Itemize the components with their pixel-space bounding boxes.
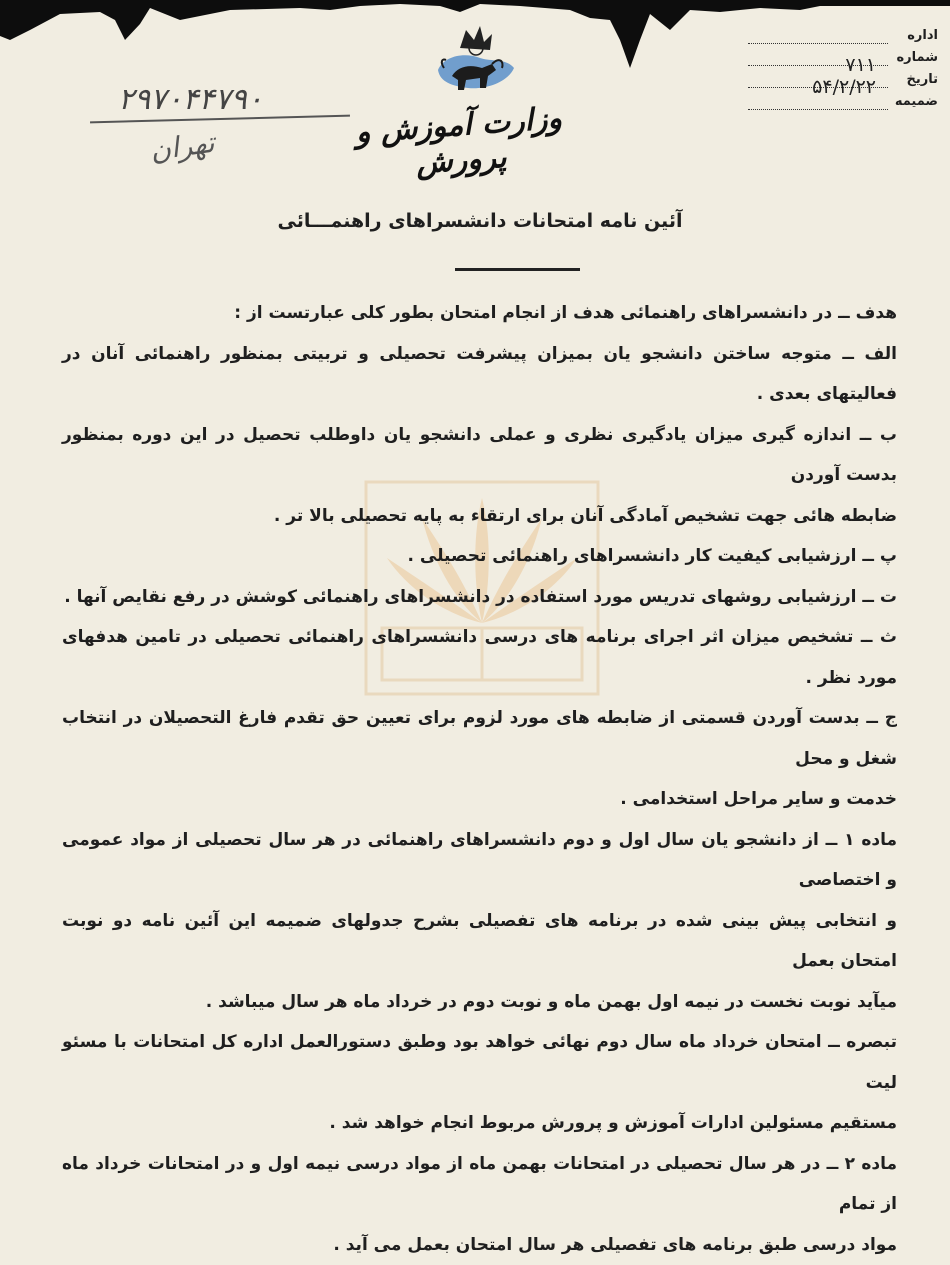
body-line: ت ــ ارزشیابی روشهای تدریس مورد استفاده در دانشسراهای راهنمائی کوشش در رفع نقایص آنها . bbox=[62, 577, 897, 618]
body-line: ماده ۱ ــ از دانشجو یان سال اول و دوم دانشسراهای راهنمائی در هر سال تحصیلی از مواد عمومی و اختصاصی bbox=[62, 820, 897, 901]
body-line: میآید نوبت نخست در نیمه اول بهمن ماه و نوبت دوم در خرداد ماه هر سال میباشد . bbox=[62, 982, 897, 1023]
body-text bbox=[62, 293, 897, 1265]
number-value: ۷۱۱ bbox=[845, 54, 876, 76]
body-line: ماده ۲ ــ در هر سال تحصیلی در امتحانات بهمن ماه از مواد درسی نیمه اول و در امتحانات خرداد ماه از تمام bbox=[62, 1144, 897, 1225]
lion-and-sun-emblem-icon bbox=[430, 18, 520, 108]
body-line: خدمت و سایر مراحل استخدامی . bbox=[62, 779, 897, 820]
handwritten-number: ۲۹۷۰۴۴۷۹۰ bbox=[118, 82, 263, 117]
date-row bbox=[748, 72, 938, 94]
date-label: تاریخ bbox=[907, 72, 939, 87]
attachment-row bbox=[748, 94, 938, 116]
body-line: و انتخابی پیش بینی شده در برنامه های تفصیلی بشرح جدولهای ضمیمه این آئین نامه دو نوبت امتحان بعمل bbox=[62, 901, 897, 982]
body-line: پ ــ ارزشیابی کیفیت کار دانشسراهای راهنمائی تحصیلی . bbox=[62, 536, 897, 577]
body-line: الف ــ متوجه ساختن دانشجو یان بمیزان پیشرفت تحصیلی و تربیتی بمنظور راهنمائی آنان در فعالیتهای بعدی . bbox=[62, 334, 897, 415]
document-title: آئین نامه امتحانات دانشسراهای راهنمـــائی bbox=[200, 210, 760, 232]
ministry-name: وزارت آموزش و پرورش bbox=[328, 99, 592, 187]
number-label: شماره bbox=[896, 50, 938, 65]
title-divider bbox=[455, 268, 580, 271]
body-line: ضابطه هائی جهت تشخیص آمادگی آنان برای ارتقاء به پایه تحصیلی بالا تر . bbox=[62, 496, 897, 537]
office-row bbox=[748, 28, 938, 50]
body-line: تبصره ــ امتحان خرداد ماه سال دوم نهائی خواهد بود وطبق دستورالعمل اداره کل امتحانات با مسئو لیت bbox=[62, 1022, 897, 1103]
letter-meta bbox=[748, 28, 938, 116]
office-label: اداره bbox=[907, 28, 938, 43]
date-value: ۵۴/۲/۲۲ bbox=[812, 76, 876, 98]
body-line: مستقیم مسئولین ادارات آموزش و پرورش مربوط انجام خواهد شد . bbox=[62, 1103, 897, 1144]
attachment-label: ضمیمه bbox=[895, 94, 938, 109]
handwritten-note: تهران bbox=[148, 126, 216, 168]
body-line: ث ــ تشخیص میزان اثر اجرای برنامه های درسی دانشسراهای راهنمائی تحصیلی در تامین هدفهای مورد نظر . bbox=[62, 617, 897, 698]
body-line: ب ــ اندازه گیری میزان یادگیری نظری و عملی دانشجو یان داوطلب تحصیل در این دوره بمنظور بدست آوردن bbox=[62, 415, 897, 496]
document-body bbox=[62, 293, 897, 1265]
body-line: هدف ــ در دانشسراهای راهنمائی هدف از انجام امتحان بطور کلی عبارتست از : bbox=[62, 293, 897, 334]
number-row bbox=[748, 50, 938, 72]
body-line: ج ــ بدست آوردن قسمتی از ضابطه های مورد لزوم برای تعیین حق تقدم فارغ التحصیلان در انتخاب شغل و محل bbox=[62, 698, 897, 779]
body-line: مواد درسی طبق برنامه های تفصیلی هر سال امتحان بعمل می آید . bbox=[62, 1225, 897, 1265]
